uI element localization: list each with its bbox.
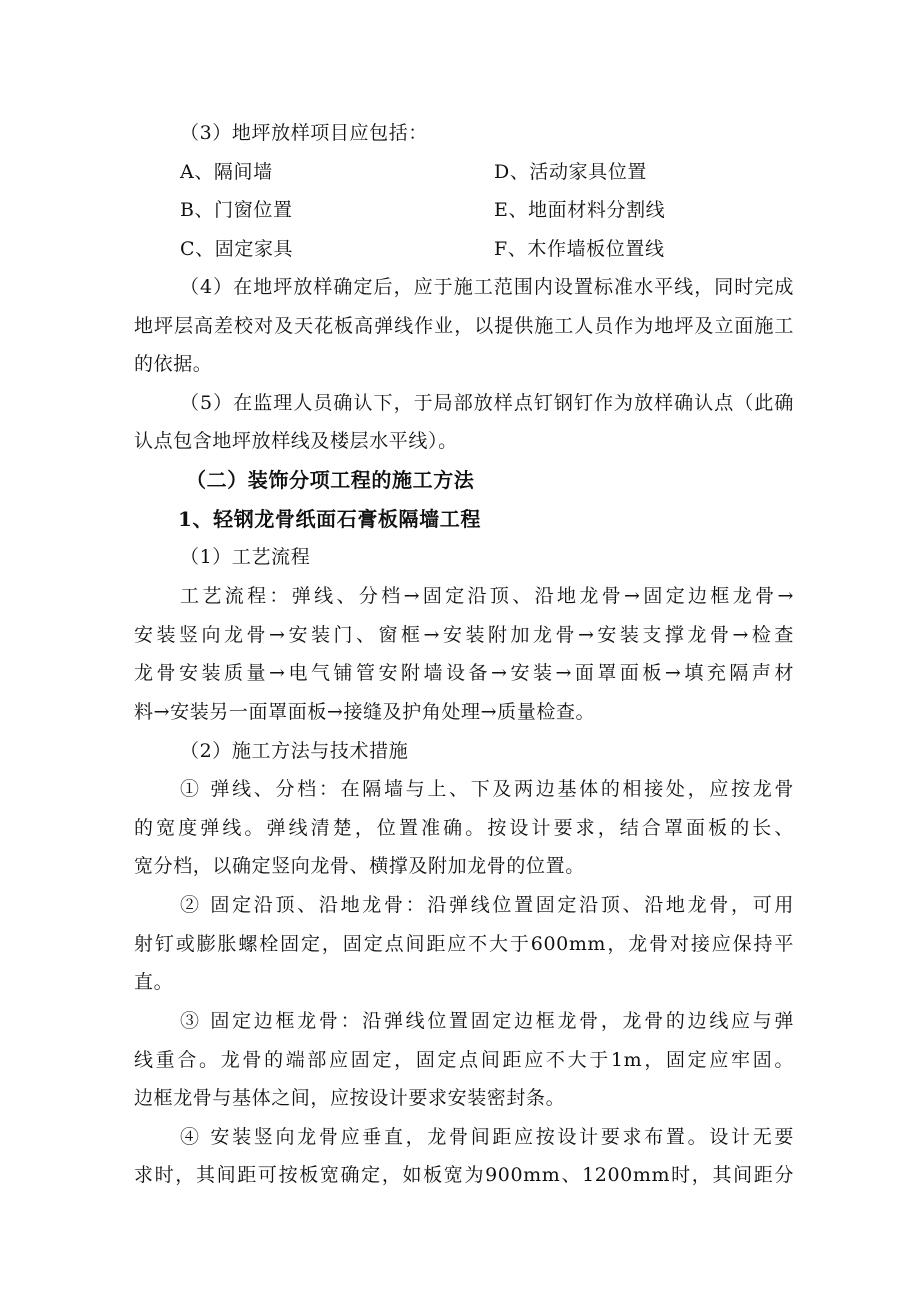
section-5-line-1: （5）在监理人员确认下，于局部放样点钉钢钉作为放样确认点（此确 (180, 392, 794, 414)
sub-1-heading: （1）工艺流程 (180, 546, 311, 568)
list-item-b: B、门窗位置 (180, 199, 293, 221)
section-heading-2: （二）装饰分项工程的施工方法 (186, 468, 475, 492)
list-item-f: F、木作墙板位置线 (494, 238, 665, 260)
sub-2-p3-line-3: 边框龙骨与基体之间，应按设计要求安装密封条。 (134, 1087, 566, 1109)
sub-2-heading: （2）施工方法与技术措施 (180, 740, 409, 762)
section-4-line-1: （4）在地坪放样确定后，应于施工范围内设置标准水平线，同时完成 (180, 276, 794, 298)
sub-2-p2-line-2: 射钉或膨胀螺栓固定，固定点间距应不大于600mm，龙骨对接应保持平 (134, 933, 794, 955)
list-item-a: A、隔间墙 (180, 161, 273, 183)
sub-2-p1-line-3: 宽分档，以确定竖向龙骨、横撑及附加龙骨的位置。 (134, 855, 585, 877)
sub-1-line-3: 龙骨安装质量→电气铺管安附墙设备→安装→面罩面板→填充隔声材 (134, 662, 794, 684)
list-item-d: D、活动家具位置 (494, 161, 648, 183)
section-3-heading: （3）地坪放样项目应包括： (180, 122, 428, 144)
sub-2-p2-line-3: 直。 (134, 971, 174, 993)
sub-2-p4-line-2: 求时，其间距可按板宽确定，如板宽为900mm、1200mm时，其间距分 (134, 1164, 794, 1186)
section-5-line-2: 认点包含地坪放样线及楼层水平线）。 (134, 430, 458, 452)
list-item-e: E、地面材料分割线 (494, 199, 666, 221)
sub-2-p1-line-1: ① 弹线、分档：在隔墙与上、下及两边基体的相接处，应按龙骨 (180, 778, 794, 800)
section-4-line-2: 地坪层高差校对及天花板高弹线作业，以提供施工人员作为地坪及立面施工 (134, 315, 794, 337)
subsection-heading-1: 1、轻钢龙骨纸面石膏板隔墙工程 (178, 507, 481, 531)
sub-2-p3-line-1: ③ 固定边框龙骨：沿弹线位置固定边框龙骨，龙骨的边线应与弹 (180, 1010, 794, 1032)
sub-2-p2-line-1: ② 固定沿顶、沿地龙骨：沿弹线位置固定沿顶、沿地龙骨，可用 (180, 894, 794, 916)
sub-2-p1-line-2: 的宽度弹线。弹线清楚，位置准确。按设计要求，结合罩面板的长、 (134, 817, 794, 839)
sub-2-p4-line-1: ④ 安装竖向龙骨应垂直，龙骨间距应按设计要求布置。设计无要 (180, 1126, 794, 1148)
list-item-c: C、固定家具 (180, 238, 294, 260)
sub-1-line-1: 工艺流程：弹线、分档→固定沿顶、沿地龙骨→固定边框龙骨→ (180, 585, 794, 607)
section-4-line-3: 的依据。 (134, 353, 213, 375)
sub-1-line-4: 料→安装另一面罩面板→接缝及护角处理→质量检查。 (134, 701, 596, 723)
sub-2-p3-line-2: 线重合。龙骨的端部应固定，固定点间距应不大于1m，固定应牢固。 (134, 1049, 794, 1071)
sub-1-line-2: 安装竖向龙骨→安装门、窗框→安装附加龙骨→安装支撑龙骨→检查 (134, 624, 794, 646)
